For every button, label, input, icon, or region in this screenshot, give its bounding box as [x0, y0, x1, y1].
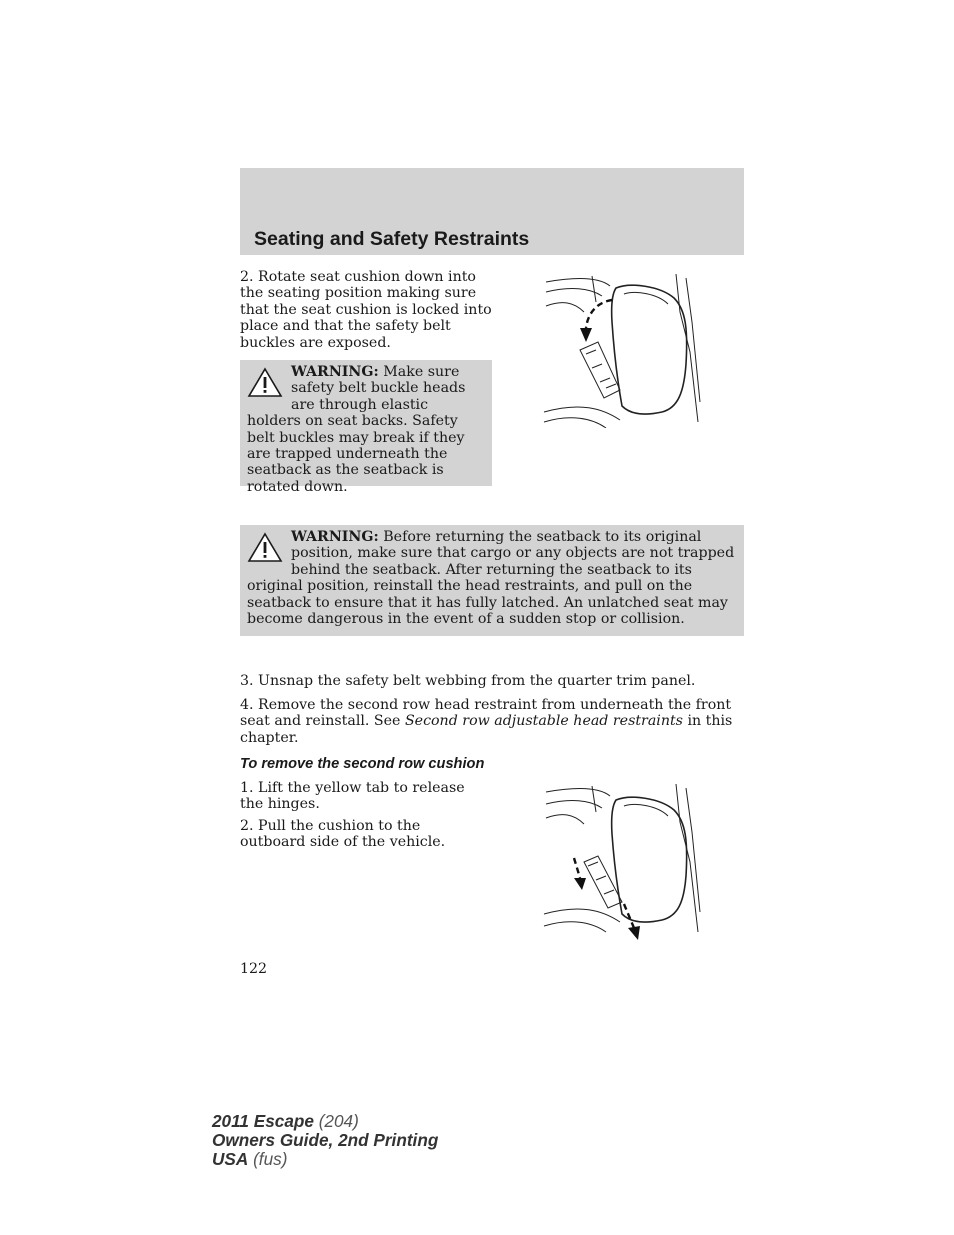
step-2-text — [240, 269, 496, 351]
step-4-text-start: 4. Remove the second row head restraint from underneath the front seat and reinstall. See — [240, 697, 732, 730]
warning-triangle-icon — [247, 532, 283, 563]
section-header — [240, 168, 744, 255]
step-2-paragraph: 2. Rotate seat cushion down into the seating position making sure that the seat cushion is locked into place and that the safety belt buckles are exposed. — [240, 269, 492, 351]
warning-label: WARNING: — [291, 364, 379, 380]
section-title: Seating and Safety Restraints — [254, 228, 530, 250]
step-3-paragraph: 3. Unsnap the safety belt webbing from the quarter trim panel. — [240, 673, 696, 689]
page-number: 122 — [240, 961, 268, 977]
subheading: To remove the second row cushion — [240, 756, 485, 772]
footer-model: 2011 Escape — [212, 1111, 314, 1131]
seat-cushion-rotate-illustration — [540, 272, 706, 428]
step-4-text-end: in this chapter. — [240, 713, 733, 746]
step-3-text — [240, 673, 744, 689]
footer-model-code: (204) — [313, 1111, 359, 1131]
warning-triangle-icon — [247, 367, 283, 398]
footer-market-code: (fus) — [248, 1149, 288, 1169]
warning-box-2 — [240, 525, 744, 636]
list-item: 2. Pull the cushion to the outboard side of the vehicle. — [240, 817, 446, 851]
warning-box-1 — [240, 360, 492, 495]
warning-text: Make sure safety belt buckle heads are through elastic holders on seat backs. Safety belt buckles may break if they are trapped underneath the seatback as the seatback is rotated down. — [247, 364, 466, 495]
step-4-text — [240, 697, 744, 746]
warning-label: WARNING: — [291, 529, 379, 545]
remove-cushion-steps — [240, 780, 490, 851]
footer-guide: Owners Guide, 2nd Printing — [212, 1130, 439, 1150]
document-footer — [212, 1112, 438, 1169]
cross-reference: Second row adjustable head restraints — [404, 713, 683, 730]
list-item: 1. Lift the yellow tab to release the hinges. — [240, 780, 465, 813]
footer-market: USA — [212, 1149, 249, 1169]
cushion-removal-illustration — [540, 782, 706, 942]
warning-text: Before returning the seatback to its original position, make sure that cargo or any objects are not trapped behind the seatback. After returning the seatback to its original position, reinstall the head restraints, and pull on the seatback to ensure that it has fully latched. An unlatched seat may become dangerous in the event of a sudden stop or collision. — [247, 529, 735, 628]
